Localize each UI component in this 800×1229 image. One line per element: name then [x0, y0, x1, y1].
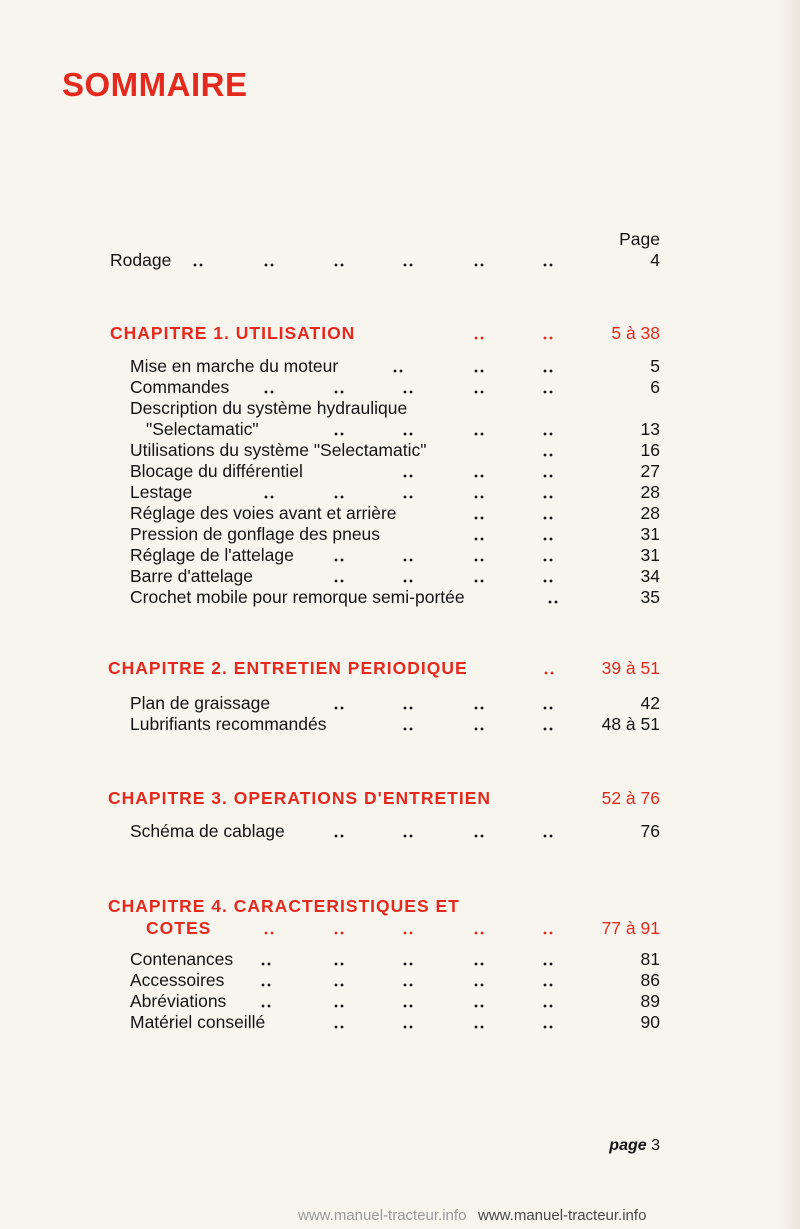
toc-item — [0, 418, 800, 440]
toc-item-label: Mise en marche du moteur — [130, 356, 339, 376]
toc-item-label: Lubrifiants recommandés — [130, 714, 327, 734]
leader-dots — [542, 727, 554, 731]
toc-item-page: 4 — [650, 250, 660, 270]
toc-item — [0, 355, 800, 377]
chapter-title: CHAPITRE 3. OPERATIONS D'ENTRETIEN — [108, 788, 492, 808]
toc-item — [0, 481, 800, 503]
leader-dots — [260, 983, 272, 987]
toc-item-label: Matériel conseillé — [130, 1012, 266, 1032]
leader-dots — [402, 474, 414, 478]
toc-item-page: 31 — [640, 545, 660, 565]
leader-dots — [473, 336, 485, 340]
leader-dots — [473, 983, 485, 987]
toc-item — [0, 544, 800, 566]
leader-dots — [402, 706, 414, 710]
watermark-text: www.manuel-tracteur.info — [478, 1207, 647, 1224]
leader-dots — [402, 834, 414, 838]
chapter-heading-continued — [0, 917, 800, 939]
toc-item-page: 81 — [640, 949, 660, 969]
leader-dots — [333, 579, 345, 583]
chapter-pages: 39 à 51 — [601, 658, 660, 678]
toc-item — [0, 969, 800, 991]
leader-dots — [542, 983, 554, 987]
chapter-heading — [0, 657, 800, 679]
leader-dots — [402, 558, 414, 562]
toc-item-page: 42 — [640, 693, 660, 713]
leader-dots — [542, 495, 554, 499]
page-number — [609, 1137, 660, 1155]
toc-item-label: Utilisations du système "Selectamatic" — [130, 440, 427, 460]
leader-dots — [263, 931, 275, 935]
leader-dots — [333, 983, 345, 987]
toc-item-page: 48 à 51 — [601, 714, 660, 734]
leader-dots — [473, 706, 485, 710]
leader-dots — [402, 1025, 414, 1029]
toc-item — [0, 948, 800, 970]
toc-item-page: 35 — [640, 587, 660, 607]
leader-dots — [473, 1025, 485, 1029]
toc-item — [0, 713, 800, 735]
leader-dots — [402, 1004, 414, 1008]
leader-dots — [402, 931, 414, 935]
page-word: page — [609, 1137, 647, 1154]
leader-dots — [402, 390, 414, 394]
leader-dots — [473, 516, 485, 520]
leader-dots — [402, 495, 414, 499]
toc-item-label: Commandes — [130, 377, 230, 397]
leader-dots — [263, 263, 275, 267]
leader-dots — [473, 263, 485, 267]
toc-item-label: Description du système hydraulique — [130, 398, 408, 418]
leader-dots — [543, 671, 555, 675]
toc-item-label: Abréviations — [130, 991, 227, 1011]
toc-item-page: 90 — [640, 1012, 660, 1032]
watermark-text: www.manuel-tracteur.info — [298, 1207, 467, 1224]
leader-dots — [542, 516, 554, 520]
toc-item — [0, 376, 800, 398]
leader-dots — [333, 962, 345, 966]
chapter-title: CHAPITRE 2. ENTRETIEN PERIODIQUE — [108, 658, 468, 678]
leader-dots — [473, 962, 485, 966]
toc-item — [0, 439, 800, 461]
toc-item-label: Réglage des voies avant et arrière — [130, 503, 397, 523]
toc-item — [0, 565, 800, 587]
chapter-title: CHAPITRE 4. CARACTERISTIQUES ET — [108, 896, 460, 916]
leader-dots — [402, 962, 414, 966]
chapter-heading — [0, 787, 800, 809]
leader-dots — [542, 474, 554, 478]
leader-dots — [473, 369, 485, 373]
toc-item — [0, 586, 800, 608]
leader-dots — [547, 600, 559, 604]
leader-dots — [260, 1004, 272, 1008]
toc-item-label: Barre d'attelage — [130, 566, 254, 586]
toc-item — [0, 990, 800, 1012]
leader-dots — [473, 495, 485, 499]
chapter-pages: 5 à 38 — [611, 323, 660, 343]
toc-item-label: Rodage — [110, 250, 172, 270]
leader-dots — [542, 537, 554, 541]
page-column-header: Page — [619, 229, 660, 249]
toc-item-page: 5 — [650, 356, 660, 376]
toc-item-label: Accessoires — [130, 970, 225, 990]
leader-dots — [402, 983, 414, 987]
leader-dots — [542, 369, 554, 373]
leader-dots — [542, 1025, 554, 1029]
toc-item-label: Schéma de cablage — [130, 821, 285, 841]
toc-item — [0, 1011, 800, 1033]
toc-item — [0, 820, 800, 842]
toc-item-label: "Selectamatic" — [146, 419, 259, 439]
chapter-pages: 77 à 91 — [601, 918, 660, 938]
toc-item-label: Contenances — [130, 949, 234, 969]
leader-dots — [542, 390, 554, 394]
leader-dots — [333, 558, 345, 562]
leader-dots — [333, 432, 345, 436]
leader-dots — [542, 931, 554, 935]
leader-dots — [473, 474, 485, 478]
toc-item-page: 31 — [640, 524, 660, 544]
chapter-heading — [0, 322, 800, 344]
toc-item — [0, 523, 800, 545]
page-edge-shadow — [778, 0, 800, 1229]
leader-dots — [402, 727, 414, 731]
leader-dots — [473, 727, 485, 731]
toc-item-page: 34 — [640, 566, 660, 586]
leader-dots — [473, 558, 485, 562]
toc-item-page: 28 — [640, 482, 660, 502]
chapter-heading — [0, 895, 800, 917]
leader-dots — [542, 706, 554, 710]
toc-item — [0, 692, 800, 714]
leader-dots — [402, 263, 414, 267]
toc-item-page: 28 — [640, 503, 660, 523]
leader-dots — [333, 390, 345, 394]
toc-item — [0, 502, 800, 524]
toc-item-page: 86 — [640, 970, 660, 990]
leader-dots — [402, 432, 414, 436]
leader-dots — [542, 453, 554, 457]
leader-dots — [192, 263, 204, 267]
leader-dots — [392, 369, 404, 373]
toc-item-label: Pression de gonflage des pneus — [130, 524, 381, 544]
leader-dots — [333, 263, 345, 267]
leader-dots — [473, 834, 485, 838]
leader-dots — [473, 931, 485, 935]
leader-dots — [542, 558, 554, 562]
toc-item-page: 27 — [640, 461, 660, 481]
leader-dots — [542, 834, 554, 838]
leader-dots — [333, 834, 345, 838]
toc-item-page: 89 — [640, 991, 660, 1011]
toc-item — [0, 460, 800, 482]
toc-item-label: Crochet mobile pour remorque semi-portée — [130, 587, 465, 607]
toc-item-page: 6 — [650, 377, 660, 397]
leader-dots — [473, 1004, 485, 1008]
leader-dots — [542, 579, 554, 583]
toc-item-label: Plan de graissage — [130, 693, 271, 713]
leader-dots — [263, 390, 275, 394]
leader-dots — [333, 931, 345, 935]
chapter-pages: 52 à 76 — [601, 788, 660, 808]
toc-item-page: 13 — [640, 419, 660, 439]
toc-item-label: Lestage — [130, 482, 193, 502]
leader-dots — [333, 1004, 345, 1008]
toc-intro-row — [0, 249, 800, 271]
leader-dots — [542, 1004, 554, 1008]
leader-dots — [402, 579, 414, 583]
leader-dots — [260, 962, 272, 966]
leader-dots — [333, 1025, 345, 1029]
toc-item-label: Réglage de l'attelage — [130, 545, 294, 565]
leader-dots — [542, 962, 554, 966]
leader-dots — [473, 390, 485, 394]
leader-dots — [473, 579, 485, 583]
toc-item — [0, 397, 800, 419]
leader-dots — [542, 432, 554, 436]
page-number-value: 3 — [651, 1137, 660, 1154]
toc-item-label: Blocage du différentiel — [130, 461, 303, 481]
toc-item-page: 76 — [640, 821, 660, 841]
leader-dots — [542, 336, 554, 340]
leader-dots — [473, 432, 485, 436]
leader-dots — [542, 263, 554, 267]
leader-dots — [473, 537, 485, 541]
chapter-title-line2: COTES — [146, 918, 212, 938]
chapter-title: CHAPITRE 1. UTILISATION — [110, 323, 356, 343]
toc-item-page: 16 — [640, 440, 660, 460]
leader-dots — [333, 706, 345, 710]
page-title: SOMMAIRE — [62, 66, 248, 103]
leader-dots — [333, 495, 345, 499]
leader-dots — [263, 495, 275, 499]
